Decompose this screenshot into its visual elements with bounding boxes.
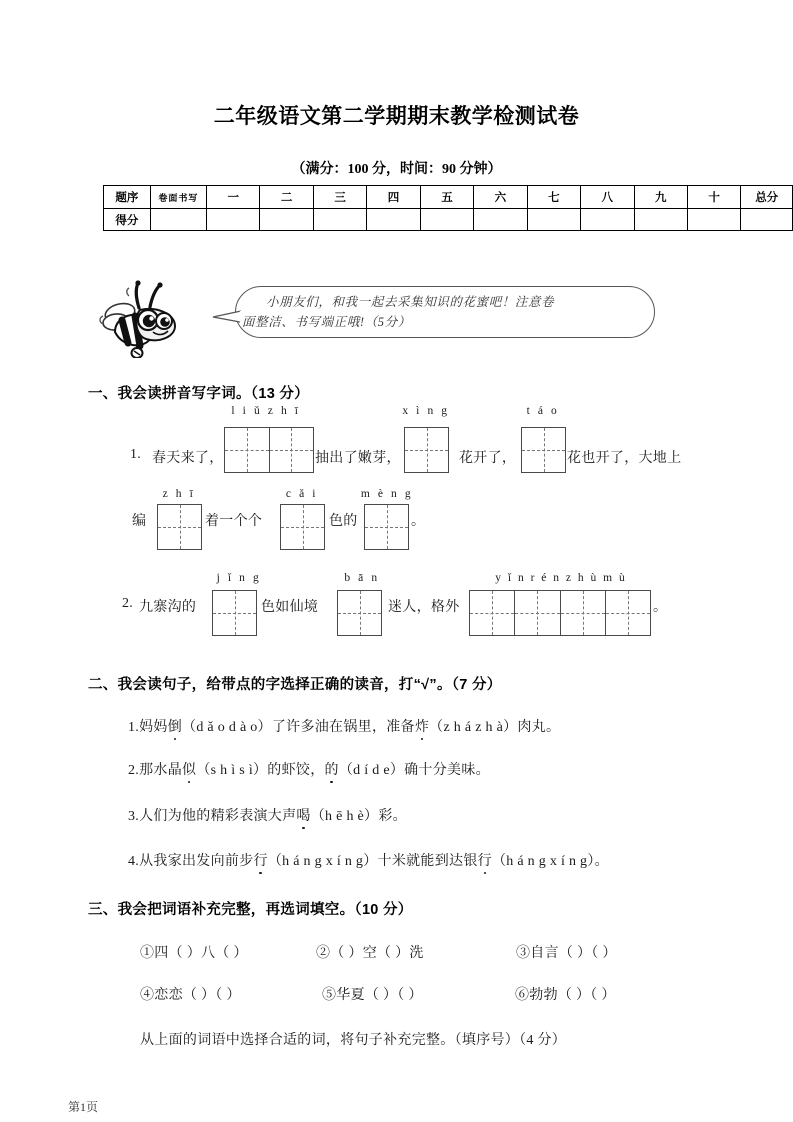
notice-text — [242, 292, 650, 332]
section-2-item-4 — [128, 850, 609, 870]
grid-cell[interactable] — [281, 505, 324, 549]
grid-cell[interactable] — [522, 428, 565, 472]
score-cell-handwriting[interactable] — [150, 209, 206, 231]
q2-pinyin-jing: j ǐ n g — [216, 572, 262, 584]
q1-pinyin-tao: t á o — [526, 405, 560, 417]
dotted-char: 倒 — [167, 720, 183, 735]
column-header-4: 四 — [367, 186, 420, 209]
q2-text-d: 。 — [653, 600, 668, 615]
page-subtitle: （满分：100 分，时间：90 分钟） — [291, 162, 502, 177]
section-2-item-2 — [128, 759, 490, 779]
score-cell-6[interactable] — [474, 209, 527, 231]
word-item-3[interactable]: ③自言（ ）（ ） — [516, 946, 617, 961]
q2-text-b: 色如仙境 — [261, 600, 319, 615]
item-text[interactable]: 那水晶似（s h ì s ì）的虾饺，的（d í d e）确十分美味。 — [139, 763, 490, 778]
q2-answer-box-ban[interactable] — [337, 590, 382, 636]
item-number: 4. — [128, 854, 140, 869]
column-header-5: 五 — [420, 186, 473, 209]
section-2-item-1 — [128, 716, 560, 736]
q1-pinyin-xing: x ì n g — [402, 405, 450, 417]
word-item-1[interactable]: ①四（ ）八（ ） — [140, 946, 248, 961]
section-2-heading: 二、我会读句子，给带点的字选择正确的读音，打“√”。（7 分） — [88, 677, 502, 693]
q1-number: 1. — [130, 447, 142, 462]
q1b-pinyin-meng: m è n g — [360, 488, 414, 500]
dotted-char: 行 — [477, 854, 492, 869]
q1-answer-box-tao[interactable] — [521, 427, 566, 473]
q1-answer-box-liuzhi[interactable] — [224, 427, 314, 473]
item-text[interactable]: 人们为他的精彩表演大声喝（h ē h è）彩。 — [139, 809, 407, 824]
column-header-handwriting: 卷面书写 — [150, 186, 206, 209]
q1-text-a: 春天来了， — [152, 451, 224, 466]
section-1-heading: 一、我会读拼音写字词。（13 分） — [88, 386, 310, 402]
grid-cell[interactable] — [158, 505, 201, 549]
column-header-2: 二 — [260, 186, 313, 209]
item-number: 3. — [128, 809, 140, 824]
q1b-answer-box-cai[interactable] — [280, 504, 325, 550]
grid-cell[interactable] — [365, 505, 408, 549]
q2-answer-box-jing[interactable] — [212, 590, 257, 636]
q1-answer-box-xing[interactable] — [404, 427, 449, 473]
q1b-answer-box-zhi[interactable] — [157, 504, 202, 550]
notice-line-1: 小朋友们，和我一起去采集知识的花蜜吧！注意卷 — [266, 295, 555, 309]
q2-pinyin-ban: b ā n — [344, 572, 380, 584]
score-cell-10[interactable] — [687, 209, 740, 231]
q1b-answer-box-meng[interactable] — [364, 504, 409, 550]
dotted-char: 的 — [324, 763, 339, 778]
section-3-heading: 三、我会把词语补充完整，再选词填空。（10 分） — [88, 902, 413, 918]
item-text[interactable]: 从我家出发向前步行（h á n g x í n g）十米就能到达银行（h á n g x í n g）。 — [139, 854, 609, 869]
dotted-char: 行 — [253, 854, 268, 869]
table-row-scores — [104, 209, 793, 231]
row-label-question-order: 题序 — [104, 186, 151, 209]
q1b-text-b: 着一个个 — [205, 514, 263, 529]
dotted-char: 炸 — [414, 720, 430, 735]
column-header-10: 十 — [687, 186, 740, 209]
score-cell-3[interactable] — [313, 209, 366, 231]
column-header-6: 六 — [474, 186, 527, 209]
score-cell-total[interactable] — [741, 209, 793, 231]
q2-pinyin-yinrenzhumu: y ǐ n r é n z h ù m ù — [495, 572, 627, 584]
row-label-score: 得分 — [104, 209, 151, 231]
section-2-item-3 — [128, 805, 407, 825]
q1-text-d: 花也开了，大地上 — [567, 451, 682, 466]
word-item-5[interactable]: ⑤华夏（ ）（ ） — [322, 988, 423, 1003]
q1-text-c: 花开了， — [459, 451, 517, 466]
dotted-char: 似 — [182, 763, 197, 778]
notice-line-2: 面整洁、书写端正哦!（5分） — [242, 315, 411, 329]
word-item-4[interactable]: ④恋恋（ ）（ ） — [140, 988, 241, 1003]
column-header-7: 七 — [527, 186, 580, 209]
q2-number: 2. — [122, 596, 134, 611]
q2-answer-box-yinrenzhumu[interactable] — [469, 590, 651, 636]
score-cell-4[interactable] — [367, 209, 420, 231]
item-text[interactable]: 妈妈倒（d ǎ o d à o）了许多油在锅里，准备炸（z h á z h à）肉丸。 — [139, 720, 561, 735]
column-header-1: 一 — [207, 186, 260, 209]
score-table — [103, 185, 793, 231]
q1b-pinyin-cai: c ǎ i — [285, 488, 319, 500]
q1-text-b: 抽出了嫩芽， — [315, 451, 401, 466]
speech-bubble-tail — [212, 308, 242, 324]
q2-text-c: 迷人，格外 — [388, 600, 460, 615]
page-title: 二年级语文第二学期期末教学检测试卷 — [213, 105, 580, 128]
item-number: 1. — [128, 720, 140, 735]
column-header-total: 总分 — [741, 186, 793, 209]
q1b-pinyin-zhi: z h ī — [162, 488, 196, 500]
q2-text-a: 九寨沟的 — [139, 600, 197, 615]
grid-cell[interactable] — [605, 591, 650, 635]
word-item-2[interactable]: ②（ ）空（ ）洗 — [316, 946, 424, 961]
grid-cell[interactable] — [269, 428, 314, 472]
column-header-3: 三 — [313, 186, 366, 209]
column-header-9: 九 — [634, 186, 687, 209]
table-row-header — [104, 186, 793, 209]
item-number: 2. — [128, 763, 140, 778]
section-3-instruction: 从上面的词语中选择合适的词，将句子补充完整。（填序号）（4 分） — [140, 1033, 567, 1048]
score-cell-1[interactable] — [207, 209, 260, 231]
grid-cell[interactable] — [405, 428, 448, 472]
score-cell-8[interactable] — [581, 209, 634, 231]
notice-banner — [90, 278, 650, 360]
grid-cell[interactable] — [470, 591, 514, 635]
q1b-text-c: 色的 — [329, 514, 358, 529]
column-header-8: 八 — [581, 186, 634, 209]
score-cell-7[interactable] — [527, 209, 580, 231]
q1-pinyin-liuzhi: l i ǔ z h ī — [231, 405, 301, 417]
grid-cell[interactable] — [213, 591, 256, 635]
q1b-text-d: 。 — [411, 514, 426, 529]
grid-cell[interactable] — [225, 428, 269, 472]
score-cell-9[interactable] — [634, 209, 687, 231]
dotted-char: 喝 — [296, 809, 311, 824]
score-cell-5[interactable] — [420, 209, 473, 231]
bee-icon — [95, 280, 181, 358]
page-footer: 第1页 — [68, 1100, 99, 1114]
q1b-text-a: 编 — [132, 514, 147, 529]
word-item-6[interactable]: ⑥勃勃（ ）（ ） — [515, 988, 616, 1003]
score-cell-2[interactable] — [260, 209, 313, 231]
grid-cell[interactable] — [560, 591, 605, 635]
grid-cell[interactable] — [514, 591, 559, 635]
grid-cell[interactable] — [338, 591, 381, 635]
